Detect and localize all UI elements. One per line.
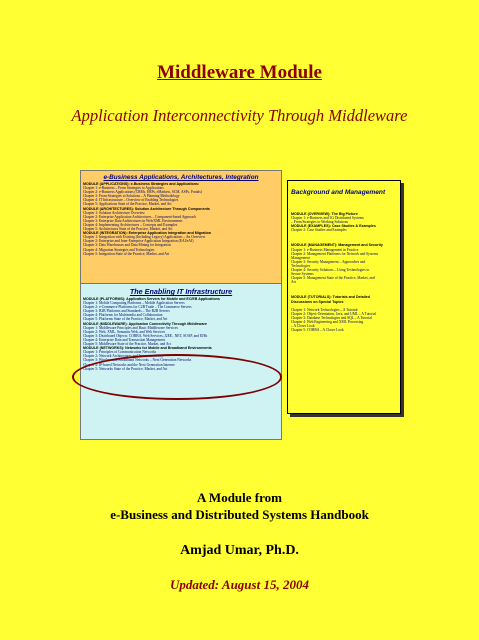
chapter-line: Chapter 5: Middleware State of the Practice, Market, and Art bbox=[83, 342, 171, 347]
section1-lines bbox=[81, 181, 281, 256]
chapter-line: Chapter 2: Enterprise Application Architectures – Component-based Approach bbox=[83, 214, 197, 219]
chapter-line: Chapter 4: Web Engineering and XML Processing bbox=[291, 319, 364, 324]
chapter-line: Chapter 3: Database Technologies and SQL – A Tutorial bbox=[291, 315, 372, 320]
chapter-line: Chapter 1: Solution Architecture Overview bbox=[83, 210, 145, 215]
chapter-line: Chapter 4: Security Solutions – Using Technologies to bbox=[291, 268, 370, 273]
module-heading: MODULE (EXAMPLES): Case Studies & Examples bbox=[291, 224, 376, 229]
chapter-line: Chapter 2: Management Platforms for Network and Systems bbox=[291, 251, 379, 256]
module-heading: MODULE (NETWORKS): Networks for Mobile and Broadband Environments bbox=[83, 346, 212, 351]
chapter-line: Chapter 3: Wireless and Broadband Networks – Next Generation Networks bbox=[83, 358, 192, 363]
chapter-line: Chapter 1: e-Business and 3G Distributed Systems bbox=[291, 216, 364, 221]
chapter-line: Management bbox=[291, 255, 310, 260]
chapter-line: Chapter 3: Enterprise Data Architectures in Web/XML Environments bbox=[83, 218, 183, 223]
chapter-line: Chapter 2: Object-Orientation, Java, and UML – A Tutorial bbox=[291, 311, 377, 316]
module-heading: MODULE (INTEGRATION): Enterprise Application Integration and Migration bbox=[83, 231, 211, 236]
chapter-line: Chapter 2: Web, XML, Semantic Web, and Web Services bbox=[83, 329, 166, 334]
chapter-line: Chapter 4: Platforms for Multimedia and Collaboration bbox=[83, 313, 163, 318]
chapter-line: Chapter 5: Platforms State of the Practice, Market, and Art bbox=[83, 317, 168, 322]
page-subtitle: Application Interconnectivity Through Middleware bbox=[71, 106, 408, 125]
module-heading: MODULE (PLATFORMS): Application Servers for Mobile and EC/EB Applications bbox=[83, 297, 220, 301]
chapter-line: Chapter 2: Case Studies and Examples bbox=[291, 228, 347, 233]
right-panel bbox=[287, 180, 401, 414]
module-heading: MODULE (APPLICATIONS): e-Business Strategies and Applications: bbox=[83, 182, 200, 186]
subheading-line2: e-Business and Distributed Systems Handbook bbox=[110, 507, 369, 522]
page-title: Middleware Module bbox=[157, 62, 322, 83]
chapter-line: Art bbox=[291, 280, 296, 285]
section2-title: The Enabling IT Infrastructure bbox=[129, 287, 233, 296]
chapter-line: Chapter 1: Principles of Communication Networks bbox=[83, 350, 157, 355]
chapter-line: Technologies bbox=[291, 263, 311, 268]
chapter-line: – A Closer Look bbox=[291, 324, 315, 329]
module-heading: MODULE (MANAGEMENT): Management and Security bbox=[291, 243, 383, 248]
chapter-line: Chapter 3: Distributed Objects: CORBA, Web Services, J2EE, .NET, SOAP, and EJBs bbox=[83, 333, 208, 338]
module-heading: MODULE (OVERVIEW): The Big Picture bbox=[291, 212, 358, 216]
right-panel-title: Background and Management bbox=[291, 189, 386, 196]
updated-date: Updated: August 15, 2004 bbox=[170, 577, 309, 592]
chapter-line: Chapter 1: Middleware Principles and Basic Middleware Services bbox=[83, 325, 178, 330]
author: Amjad Umar, Ph.D. bbox=[180, 543, 299, 558]
chapter-line: Chapter 1: Integration with Existing (Including Legacy) Applications – An Overview bbox=[83, 235, 206, 240]
chapter-line: Chapter 2: e-Business Applications (CRMs, ERPs, eMarkets, SCM, ASPs, Portals) bbox=[83, 190, 202, 195]
module-heading: MODULE (TUTORIALS): Tutorials and Detailed bbox=[291, 295, 370, 300]
module-heading: Discussions on Special Topics bbox=[291, 299, 344, 304]
right-block-tutorials bbox=[288, 295, 400, 332]
module-heading: MODULE (ARCHITECTURES): Solution Architecture Through Components bbox=[83, 206, 210, 211]
chapter-line: Chapter 3: From Strategies to Solutions – A Planning Methodology bbox=[83, 194, 180, 199]
right-block-overview bbox=[288, 212, 400, 232]
chapter-line: Chapter 1: Mobile Computing Platforms – Mobile Application Servers bbox=[83, 301, 185, 306]
chapter-line: Chapter 3: Data Warehouses and Data Mining for Integration bbox=[83, 243, 171, 248]
chapter-line: Chapter 1: e-Business Management in Practice bbox=[291, 247, 359, 252]
chapter-line: Chapter 5: Architectures State of the Practice, Market, and Art bbox=[83, 227, 173, 232]
chapter-line: Chapter 5: Networks State of the Practice, Market, and Art bbox=[83, 366, 168, 371]
chapter-line: Chapter 4: IT Infrastructure – Overview of Enabling Technologies bbox=[83, 198, 179, 203]
subheading-line1: A Module from bbox=[197, 490, 282, 505]
left-panel bbox=[80, 170, 282, 440]
section-it-infrastructure bbox=[81, 283, 281, 440]
chapter-line: Chapter 1: Network Technologies – A Tutorial bbox=[291, 307, 358, 312]
module-heading: MODULE (MIDDLEWARE): Application Connectivity Through Middleware bbox=[83, 321, 207, 326]
chapter-line: – From Strategies to Working Solutions bbox=[291, 220, 349, 225]
section1-title: e-Business Applications, Architectures, Integration bbox=[103, 174, 259, 181]
module-diagram bbox=[80, 170, 400, 440]
section-applications-architectures bbox=[81, 171, 281, 283]
chapter-line: Chapter 4: IP-based Networks and the Next Generation Internet bbox=[83, 362, 175, 367]
chapter-line: Chapter 5: Integration State of the Practice, Market, and Art bbox=[83, 251, 170, 256]
chapter-line: Chapter 5: Applications State of the Practice, Market, and Art bbox=[83, 202, 172, 207]
chapter-line: Chapter 5: CORBA – A Closer Look bbox=[291, 328, 344, 333]
section2-lines bbox=[81, 296, 281, 371]
chapter-line: Chapter 2: Network Architectures and Interconnectivity bbox=[83, 354, 164, 359]
chapter-line: Chapter 2: Enterprise and Inter-Enterprise Application Integration (EAI/eAI) bbox=[83, 239, 194, 244]
chapter-line: Chapter 4: Enterprise Data and Transaction Management bbox=[83, 337, 165, 342]
chapter-line: Secure Systems bbox=[291, 272, 314, 277]
chapter-line: Chapter 4: Migration Strategies and Technologies bbox=[83, 247, 155, 252]
chapter-line: Chapter 5: Management State of the Practice, Market, and bbox=[291, 276, 375, 281]
chapter-line: Chapter 3: Security Management – Approaches and bbox=[291, 259, 366, 264]
chapter-line: Chapter 2: e-Commerce Platforms for C2B Trade – The Commerce Servers bbox=[83, 305, 192, 310]
chapter-line: Chapter 4: Implementing Architectures – Concepts and Examples bbox=[83, 222, 178, 227]
right-block-management bbox=[288, 243, 400, 284]
chapter-line: Chapter 1: e-Business – From Strategies to Applications bbox=[83, 186, 164, 191]
chapter-line: Chapter 3: B2B Platforms and Standards – The B2B Servers bbox=[83, 309, 170, 314]
